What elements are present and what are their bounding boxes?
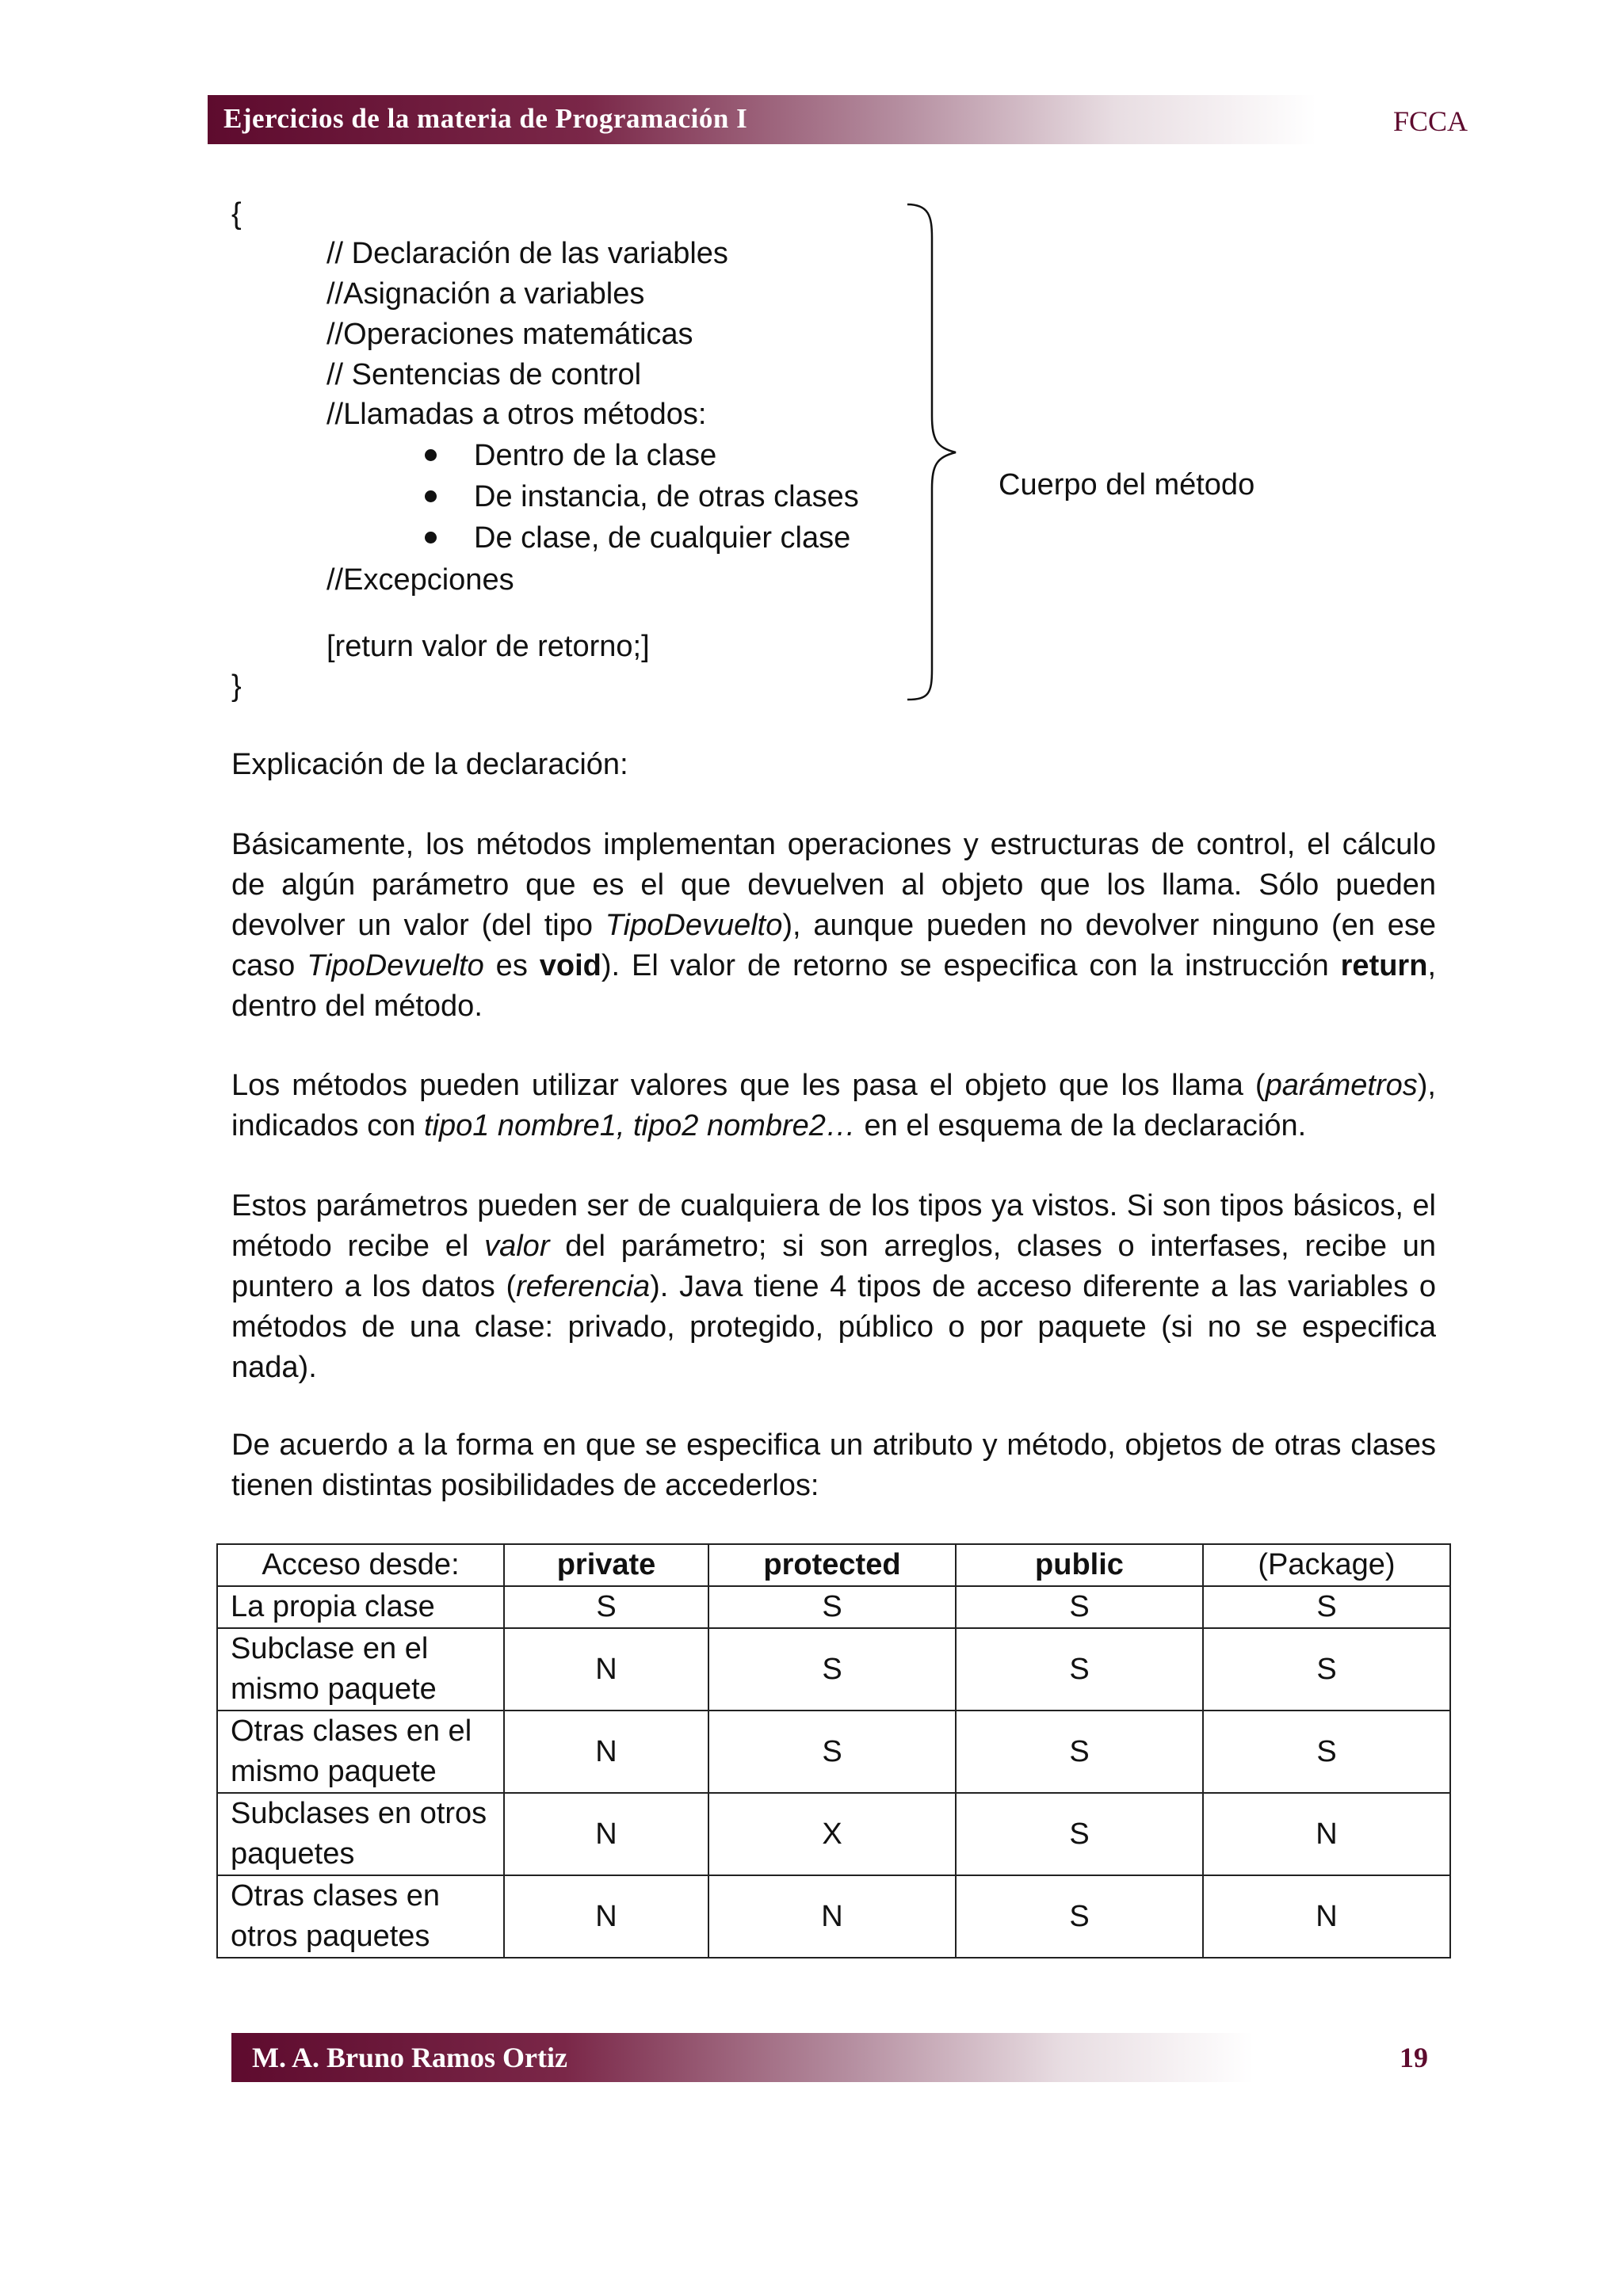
paragraph: De acuerdo a la forma en que se especifica un atributo y método, objetos de otras clases tienen distintas posibilidades de accederlos: — [231, 1428, 1436, 1502]
table-header-cell: private — [504, 1544, 708, 1586]
header-title: Ejercicios de la materia de Programación I — [223, 103, 748, 134]
brace-label: Cuerpo del método — [999, 468, 1255, 502]
code-exceptions: //Excepciones — [327, 563, 514, 597]
paragraph: Explicación de la declaración: — [231, 748, 628, 781]
table-cell: N — [504, 1628, 708, 1711]
table-cell: S — [1203, 1586, 1450, 1628]
bullet-text: De instancia, de otras clases — [474, 480, 859, 513]
table-cell: X — [708, 1793, 956, 1875]
code-line: //Llamadas a otros métodos: — [327, 398, 707, 431]
right-curly-brace-icon — [903, 202, 959, 709]
paragraph: Básicamente, los métodos implementan operaciones y estructuras de control, el cálculo de algún parámetro que es el que devuelven al objeto que los llama. Sólo pueden devolver un valor (del tipo TipoDevuelto), aunque pueden no devolver ninguno (en ese caso TipoDevuelto es void). El valor de retorno se especifica con la instrucción return, dentro del método. — [231, 828, 1436, 1023]
table-cell: S — [956, 1793, 1203, 1875]
page-number: 19 — [1400, 2042, 1428, 2073]
code-line: //Operaciones matemáticas — [327, 318, 693, 351]
table-row-label: Subclase en el mismo paquete — [217, 1628, 504, 1711]
bullet-dot-icon — [425, 490, 437, 502]
paragraph: Estos parámetros pueden ser de cualquiera de los tipos ya vistos. Si son tipos básicos, el método recibe el valor del parámetro; si son arreglos, clases o interfases, recibe un puntero a los datos (referencia). Java tiene 4 tipos de acceso diferente a las variables o métodos de una clase: privado, protegido, público o por paquete (si no se especifica nada). — [231, 1189, 1436, 1384]
code-line: // Sentencias de control — [327, 358, 642, 391]
table-cell: S — [956, 1711, 1203, 1793]
table-cell: S — [956, 1586, 1203, 1628]
table-header-row — [217, 1544, 1450, 1586]
table-cell: S — [1203, 1711, 1450, 1793]
code-close-brace: } — [231, 669, 242, 703]
table-row-label: La propia clase — [217, 1586, 504, 1628]
table-row — [217, 1628, 1450, 1711]
bullet-text: Dentro de la clase — [474, 439, 717, 472]
table-header-cell: (Package) — [1203, 1544, 1450, 1586]
table-header-cell: public — [956, 1544, 1203, 1586]
bullet-item — [474, 476, 859, 517]
bullet-item — [474, 435, 716, 476]
code-open-brace: { — [231, 197, 242, 231]
code-line: // Declaración de las variables — [327, 237, 728, 270]
table-cell: N — [504, 1793, 708, 1875]
table-row-label: Otras clases en el mismo paquete — [217, 1711, 504, 1793]
table-cell: N — [504, 1875, 708, 1958]
bullet-item — [474, 517, 850, 559]
table-row — [217, 1875, 1450, 1958]
paragraph: Los métodos pueden utilizar valores que les pasa el objeto que los llama (parámetros), indicados con tipo1 nombre1, tipo2 nombre2… en el esquema de la declaración. — [231, 1069, 1436, 1142]
table-cell: S — [708, 1711, 956, 1793]
table-row — [217, 1711, 1450, 1793]
table-row — [217, 1793, 1450, 1875]
table-cell: S — [708, 1628, 956, 1711]
table-cell: S — [708, 1586, 956, 1628]
table-cell: N — [708, 1875, 956, 1958]
bullet-text: De clase, de cualquier clase — [474, 521, 851, 555]
table-row-label: Subclases en otros paquetes — [217, 1793, 504, 1875]
header-institution: FCCA — [1392, 105, 1468, 137]
bullet-dot-icon — [425, 532, 437, 543]
table-cell: S — [504, 1586, 708, 1628]
table-cell: N — [1203, 1875, 1450, 1958]
table-cell: N — [1203, 1793, 1450, 1875]
table-row — [217, 1586, 1450, 1628]
table-cell: S — [1203, 1628, 1450, 1711]
table-cell: N — [504, 1711, 708, 1793]
table-cell: S — [956, 1628, 1203, 1711]
table-cell: S — [956, 1875, 1203, 1958]
bullet-dot-icon — [425, 449, 437, 461]
access-table — [216, 1543, 1451, 1958]
table-row-label: Otras clases en otros paquetes — [217, 1875, 504, 1958]
code-return: [return valor de retorno;] — [327, 630, 650, 663]
table-header-cell: Acceso desde: — [217, 1544, 504, 1586]
footer-author: M. A. Bruno Ramos Ortiz — [252, 2042, 567, 2073]
code-line: //Asignación a variables — [327, 277, 645, 311]
table-header-cell: protected — [708, 1544, 956, 1586]
